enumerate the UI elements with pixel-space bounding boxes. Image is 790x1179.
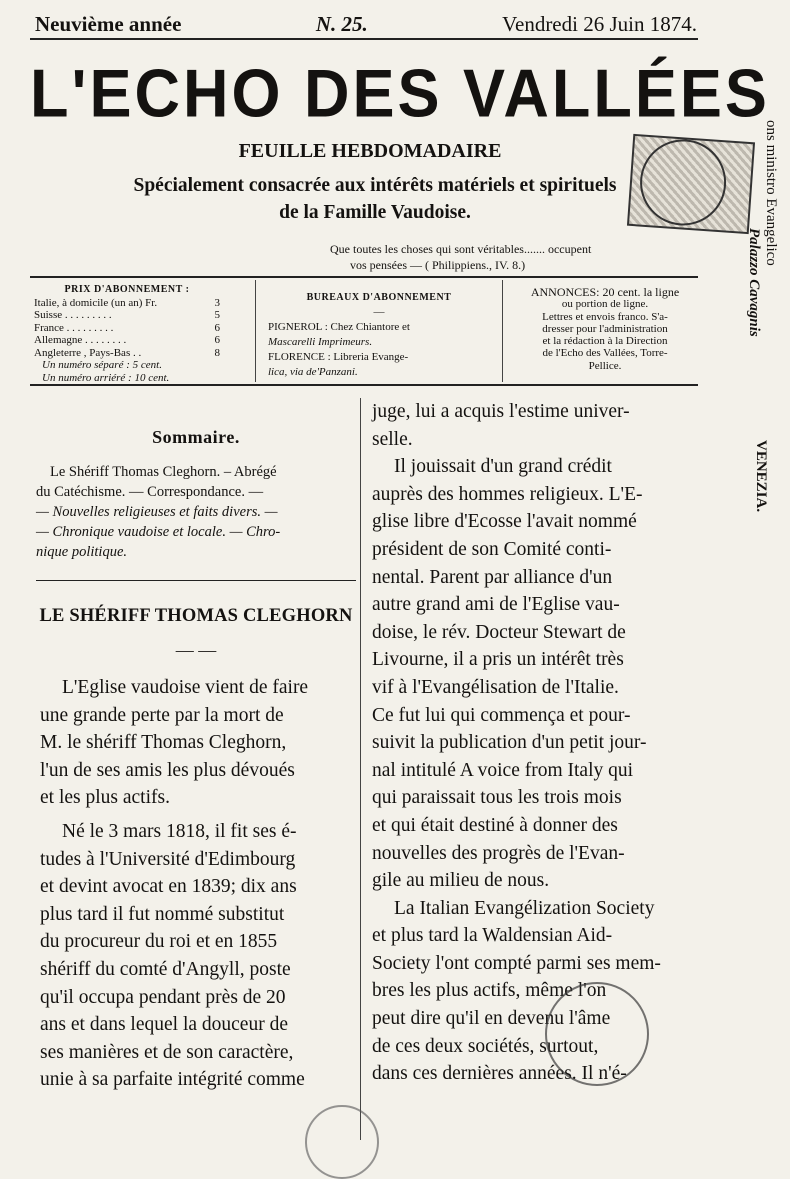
issue-info-line [35,12,697,37]
price-row: Italie, à domicile (un an) Fr. 3 [34,296,220,309]
article-line: peut dire qu'il en devenu l'âme [372,1008,611,1030]
library-stamp [305,1105,379,1179]
ads-box [510,286,700,372]
back-issue-price: Un numéro arriéré : 10 cent. [42,371,170,384]
article-line: glise libre d'Ecosse l'avait nommé [372,511,637,533]
price-row: France . . . . . . . . . 6 [34,321,220,334]
offices-line: lica, via de'Panzani. [268,366,358,378]
article-line: Livourne, il a pris un intérêt très [372,649,624,671]
article-line: autre grand ami de l'Eglise vau- [372,594,620,616]
article-line: auprès des hommes religieux. L'E- [372,483,643,505]
summary-line: Le Shériff Thomas Cleghorn. – Abrégé [50,464,277,480]
article-line: qui paraissait tous les trois mois [372,787,622,809]
article-line: dans ces dernières années. Il n'é- [372,1063,627,1085]
article-line: selle. [372,428,413,450]
ads-line: de l'Echo des Vallées, Torre- [542,347,668,360]
newspaper-title: L'ECHO DES VALLÉES [30,56,770,132]
info-top-rule [30,276,698,278]
tagline-line-1: Spécialement consacrée aux intérêts matériels et spirituels [133,175,617,196]
postmark-circle [637,137,729,229]
article-left-column [40,674,356,1094]
article-line: juge, lui a acquis l'estime univer- [372,401,630,422]
summary-line: du Catéchisme. — Correspondance. — [36,484,264,500]
top-rule [30,38,698,40]
article-line: tudes à l'Université d'Edimbourg [40,848,296,870]
article-line: shériff du comté d'Angyll, poste [40,958,291,980]
column-divider [360,398,361,1140]
article-line: une grande perte par la mort de [40,704,284,726]
article-line: ses manières et de son caractère, [40,1041,294,1063]
year-label: Neuvième année [35,12,182,36]
newspaper-tagline [95,172,655,226]
summary-rule [36,580,356,581]
article-line: nental. Parent par alliance d'un [372,566,613,588]
article-line: doise, le rév. Docteur Stewart de [372,621,626,643]
article-line: ans et dans lequel la douceur de [40,1014,288,1036]
ads-line: Pellice. [588,359,622,372]
margin-address-line-3: VENEZIA. [753,440,769,513]
offices-heading: BUREAUX D'ABONNEMENT [306,292,452,303]
article-line: La Italian Evangélization Society [394,897,655,919]
info-divider-1 [255,280,256,382]
epigraph-line-1: Que toutes les choses qui sont véritables....... occupent [330,242,592,256]
summary-line: nique politique. [36,544,128,560]
ads-line: ANNONCES: 20 cent. la ligne [530,285,680,299]
issue-number: N. 25. [315,12,368,36]
article-line: Society l'ont compté parmi ses mem- [372,952,661,974]
summary-block [36,462,356,562]
info-bottom-rule [30,384,698,386]
margin-address-line-2: Palazzo Cavagnis [746,228,762,337]
price-row: Suisse . . . . . . . . . 5 [34,309,220,321]
article-line: plus tard il fut nommé substitut [40,903,285,925]
offices-box [268,290,490,380]
ads-line: Lettres et envois franco. S'a- [542,310,668,323]
info-divider-2 [502,280,503,382]
price-row: Allemagne . . . . . . . . 6 [34,334,220,346]
postage-stamp [627,134,755,234]
article-title: LE SHÉRIFF THOMAS CLEGHORN [39,606,353,626]
article-line: qu'il occupa pendant près de 20 [40,986,286,1008]
article-line: nal intitulé A voice from Italy qui [372,759,634,781]
tagline-line-2: de la Famille Vaudoise. [279,202,471,223]
article-line: de ces deux sociétés, surtout, [372,1035,599,1057]
summary-heading: Sommaire. [152,427,240,447]
article-line: L'Eglise vaudoise vient de faire [62,677,309,698]
ads-line: et la rédaction à la Direction [542,335,668,348]
article-line: Ce fut lui qui commença et pour- [372,704,631,726]
epigraph [330,241,591,273]
subscription-box [34,284,220,384]
newspaper-subtitle: FEUILLE HEBDOMADAIRE [238,140,502,162]
article-line: gile au milieu de nous. [372,870,550,892]
issue-date: Vendredi 26 Juin 1874. [502,12,697,36]
article-line: Il jouissait d'un grand crédit [394,456,612,478]
summary-line: — Chronique vaudoise et locale. — Chro- [36,524,281,540]
article-line: unie à sa parfaite intégrité comme [40,1069,305,1091]
price-row: Angleterre , Pays-Bas . . 8 [34,346,220,359]
article-line: M. le shériff Thomas Cleghorn, [40,732,287,754]
article-separator: — — [175,640,217,660]
offices-dash: — [373,306,385,318]
article-line: et qui était destiné à donner des [372,814,618,836]
article-line: Né le 3 mars 1818, il fit ses é- [62,820,297,842]
margin-address-line-1: ons ministro Evangelico [763,120,779,266]
article-line: l'un de ses amis les plus dévoués [40,759,295,781]
offices-line: Mascarelli Imprimeurs. [268,336,373,348]
offices-line: FLORENCE : Libreria Evange- [268,351,409,363]
article-line: et les plus actifs. [40,787,170,809]
article-line: bres les plus actifs, même l'on [372,980,607,1002]
postmark-stamp [545,982,649,1086]
article-line: nouvelles des progrès de l'Evan- [372,842,625,864]
article-line: vif à l'Evangélisation de l'Italie. [372,676,619,698]
subscription-heading: PRIX D'ABONNEMENT : [64,284,190,295]
article-line: président de son Comité conti- [372,538,612,560]
ads-line: ou portion de ligne. [561,298,649,311]
article-right-column [372,398,694,1088]
article-line: et devint avocat en 1839; dix ans [40,876,297,898]
article-line: du procureur du roi et en 1855 [40,931,278,953]
offices-line: PIGNEROL : Chez Chiantore et [268,321,410,333]
summary-line: — Nouvelles religieuses et faits divers. — [36,504,278,520]
article-line: et plus tard la Waldensian Aid- [372,925,613,947]
article-line: suivit la publication d'un petit jour- [372,732,647,754]
ads-line: dresser pour l'administration [542,322,668,335]
epigraph-line-2: vos pensées — ( Philippiens., IV. 8.) [350,258,526,272]
single-issue-price: Un numéro séparé : 5 cent. [42,359,162,371]
